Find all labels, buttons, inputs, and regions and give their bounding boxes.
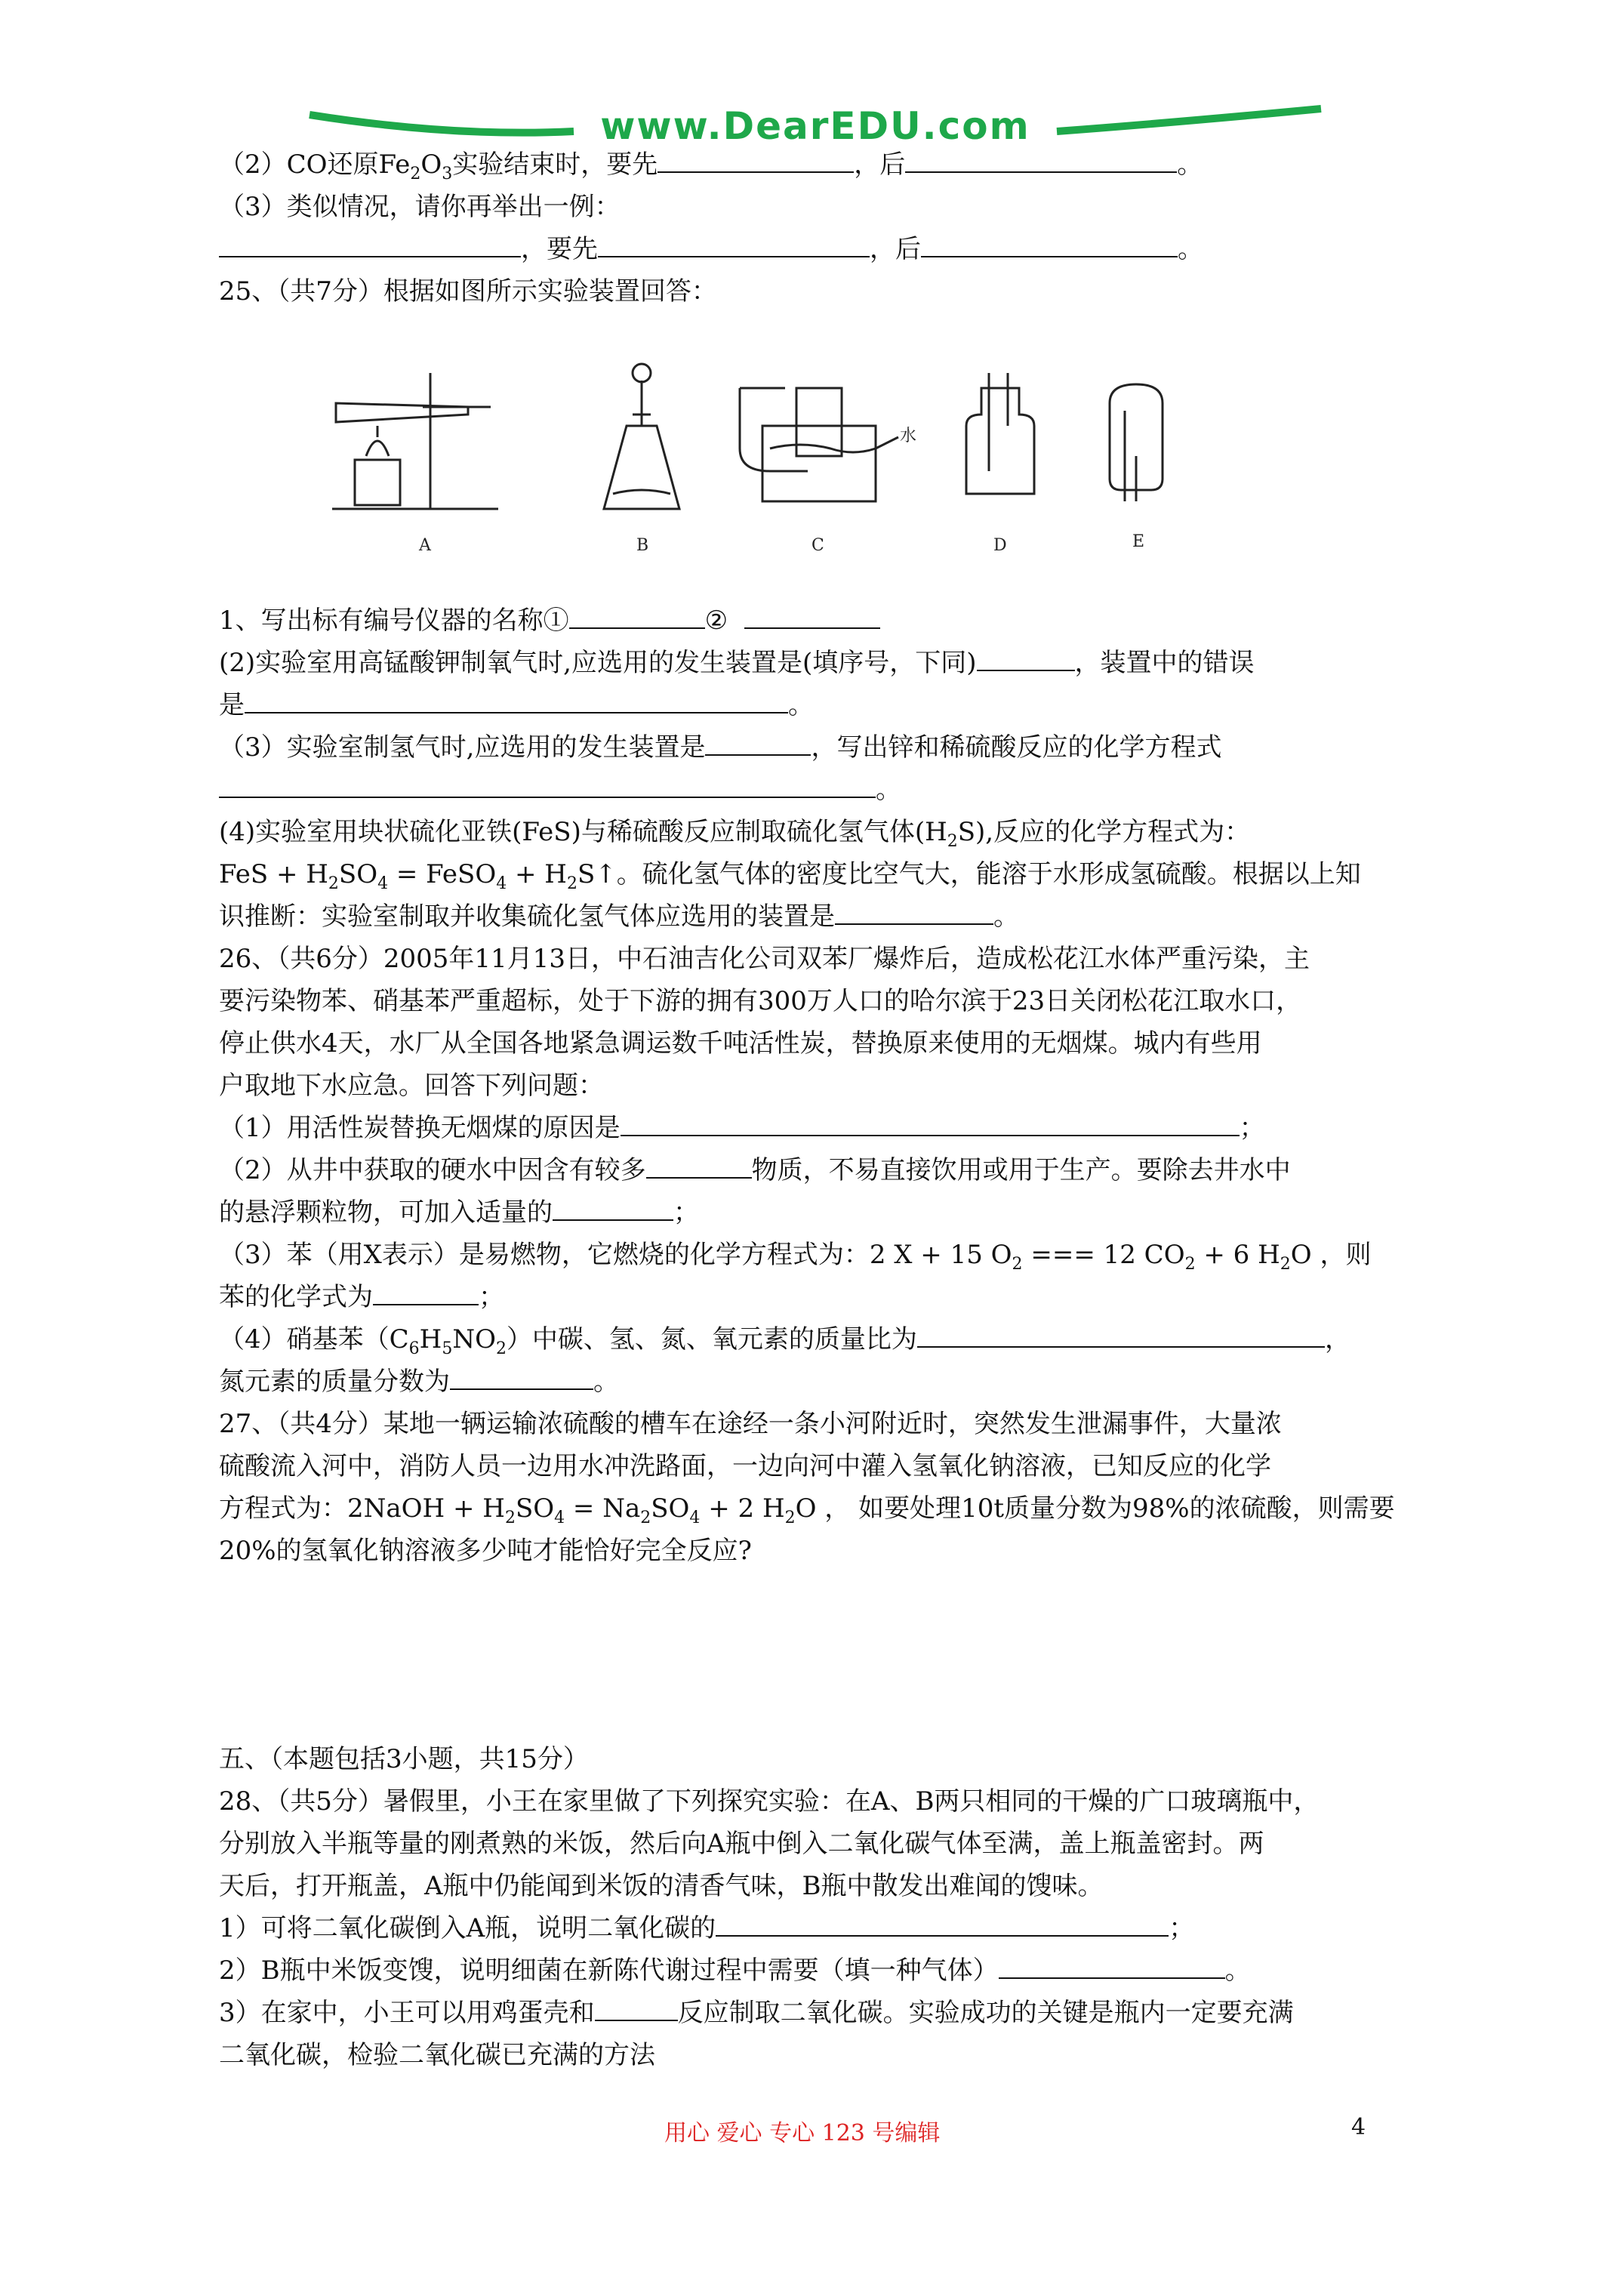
page-footer [0, 2114, 1623, 2159]
answer-blank[interactable] [245, 685, 788, 713]
text-line: 停止供水4天，水厂从全国各地紧急调运数千吨活性炭，替换原来使用的无烟煤。城内有些用 [219, 1028, 1262, 1059]
figure-label: C [812, 536, 824, 555]
footer-editor-note: 用心 爱心 专心 123 号编辑 [664, 2120, 941, 2147]
answer-blank[interactable] [905, 144, 1177, 173]
text-line: 3）在家中，小王可以用鸡蛋壳和 反应制取二氧化碳。实验成功的关键是瓶内一定要充满 [219, 1992, 1427, 2034]
answer-blank[interactable] [921, 229, 1178, 257]
answer-blank[interactable] [553, 1192, 673, 1221]
answer-blank[interactable] [598, 229, 870, 257]
answer-blank[interactable] [450, 1361, 593, 1390]
answer-blank[interactable] [569, 600, 705, 629]
answer-blank[interactable] [646, 1150, 752, 1179]
text-line: （4）硝基苯$(C_6H_5NO_2)$中碳、氢、氮、氧元素的质量比为 ， [219, 1318, 1427, 1361]
answer-blank[interactable] [621, 1108, 1240, 1136]
answer-blank[interactable] [705, 727, 811, 756]
apparatus-c-icon [740, 388, 898, 501]
text-line: 27、（共4分）某地一辆运输浓硫酸的槽车在途经一条小河附近时，突然发生泄漏事件，大量浓 [219, 1409, 1282, 1439]
question-25-title: 25、（共7分）根据如图所示实验装置回答： [219, 276, 717, 307]
apparatus-a-icon [332, 373, 498, 509]
text-line: 20%的氢氧化钠溶液多少吨才能恰好完全反应? [219, 1536, 752, 1566]
text-line: （2）CO还原$Fe_2O_3$实验结束时，要先 ，后 。 [219, 143, 1427, 186]
text-line: 28、（共5分）暑假里，小王在家里做了下列探究实验：在A、B两只相同的干燥的广口玻璃瓶中， [219, 1786, 1320, 1817]
answer-blank[interactable] [716, 1908, 1169, 1937]
answer-space [219, 1572, 1427, 1738]
text-line: (4)实验室用块状硫化亚铁(FeS)与稀硫酸反应制取硫化氢气体$(H_2S)$,反应的化学方程式为： [219, 817, 1251, 851]
section-title: 五、（本题包括3小题，共15分） [219, 1744, 589, 1774]
answer-blank[interactable] [658, 144, 854, 173]
text-line: 分别放入半瓶等量的刚煮熟的米饭，然后向A瓶中倒入二氧化碳气体至满，盖上瓶盖密封。两 [219, 1829, 1264, 1859]
text-line: 识推断：实验室制取并收集硫化氢气体应选用的装置是 。 [219, 895, 1427, 938]
answer-blank[interactable] [373, 1277, 479, 1305]
answer-blank[interactable] [835, 896, 993, 925]
text-line: （1）用活性炭替换无烟煤的原因是 ； [219, 1107, 1427, 1149]
text-line: 2）B瓶中米饭变馊，说明细菌在新陈代谢过程中需要（填一种气体） 。 [219, 1949, 1427, 1992]
text-line: 方程式为：2NaOH + $H_2SO_4 = Na_2SO_4 + 2$ $H_2O$ ， 如要处理10t质量分数为98%的浓硫酸，则需要 [219, 1493, 1395, 1527]
figure-label: E [1132, 532, 1145, 551]
answer-blank[interactable] [917, 1319, 1325, 1348]
text-line: 二氧化碳，检验二氧化碳已充满的方法 [219, 2040, 655, 2070]
text-line: ，要先 ，后 。 [219, 228, 1427, 270]
text-line: FeS + $H_2SO_4$ = FeSO$_4$ + $H_2S↑$。硫化氢气体的密度比空气大，能溶于水形成氢硫酸。根据以上知 [219, 859, 1361, 893]
text-line: 是 。 [219, 684, 1427, 726]
text-line: 1）可将二氧化碳倒入A瓶，说明二氧化碳的 ； [219, 1907, 1427, 1949]
apparatus-e-icon [1110, 384, 1163, 501]
text-line: （3）苯（用X表示）是易燃物，它燃烧的化学方程式为：2 X + 15 $O_2$ === 12 $CO_2 + 6$ $H_2O$ ，则 [219, 1240, 1372, 1274]
apparatus-b-icon [604, 364, 679, 509]
answer-blank[interactable] [744, 600, 880, 629]
answer-blank[interactable] [219, 769, 876, 798]
text-line: 氮元素的质量分数为 。 [219, 1361, 1427, 1403]
answer-blank[interactable] [999, 1950, 1225, 1979]
text-line: 1、写出标有编号仪器的名称① ② [219, 599, 1427, 642]
apparatus-figure [219, 343, 1427, 569]
answer-blank[interactable] [977, 643, 1075, 671]
text-line: 的悬浮颗粒物，可加入适量的 ； [219, 1191, 1427, 1234]
header-logo-text: www.DearEDU.com [600, 104, 1030, 148]
text-line: (2)实验室用高锰酸钾制氧气时,应选用的发生装置是(填序号，下同) ，装置中的错误 [219, 642, 1427, 684]
text-line: 硫酸流入河中，消防人员一边用水冲洗路面，一边向河中灌入氢氧化钠溶液，已知反应的化学 [219, 1451, 1271, 1481]
answer-blank[interactable] [595, 1992, 678, 2021]
water-label: 水 [900, 427, 917, 445]
text-line: （3）类似情况，请你再举出一例： [219, 192, 621, 222]
answer-blank[interactable] [219, 229, 521, 257]
page-number: 4 [1351, 2114, 1366, 2140]
text-line: 户取地下水应急。回答下列问题： [219, 1071, 604, 1101]
figure-label: A [419, 536, 431, 555]
text-line: 天后，打开瓶盖，A瓶中仍能闻到米饭的清香气味，B瓶中散发出难闻的馊味。 [219, 1871, 1104, 1901]
text-line: 要污染物苯、硝基苯严重超标，处于下游的拥有300万人口的哈尔滨于23日关闭松花江取水口， [219, 986, 1302, 1016]
text-line: 。 [219, 769, 1427, 811]
text-line: 26、（共6分）2005年11月13日，中石油吉化公司双苯厂爆炸后，造成松花江水体严重污染，主 [219, 944, 1310, 974]
figure-label: B [636, 536, 649, 555]
apparatus-d-icon [966, 373, 1034, 494]
text-line: 苯的化学式为 ； [219, 1276, 1427, 1318]
text-line: （2）从井中获取的硬水中因含有较多 物质，不易直接饮用或用于生产。要除去井水中 [219, 1149, 1427, 1191]
text-line: （3）实验室制氢气时,应选用的发生装置是 ，写出锌和稀硫酸反应的化学方程式 [219, 726, 1427, 769]
figure-label: D [993, 536, 1007, 555]
document-body [219, 143, 1427, 2076]
